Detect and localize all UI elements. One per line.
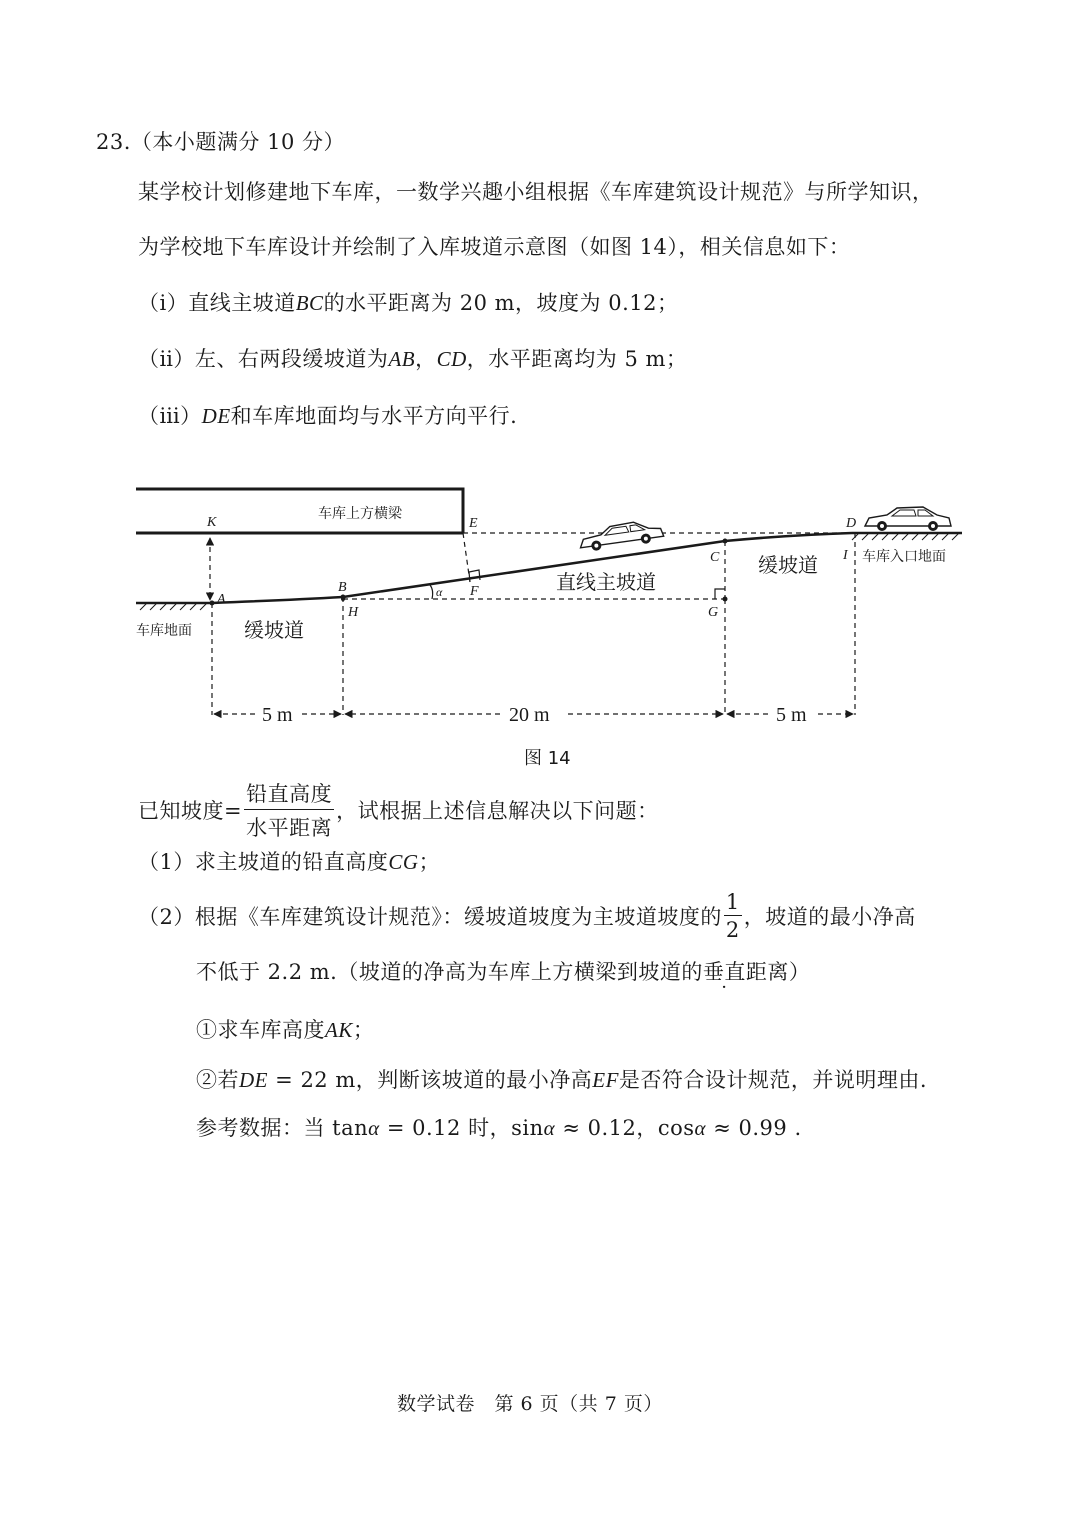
q2-sub2-var2: EF [592,1068,619,1092]
ref-alpha-2: α [543,1116,556,1140]
angle-alpha-arc [430,585,433,599]
info-i-pre: （ⅰ）直线主坡道 [138,291,296,315]
point-f: F [470,584,479,599]
garage-floor-label: 车库地面 [136,623,192,639]
beam-label: 车库上方横梁 [318,506,402,522]
info-ii-pre: （ⅱ）左、右两段缓坡道为 [138,347,389,371]
question-header [96,126,345,156]
given-post: ，试根据上述信息解决以下问题： [336,799,659,823]
info-iii [138,400,517,430]
half-numerator: 1 [725,890,740,914]
car-icon-entrance [865,507,951,531]
slope-fraction [244,778,334,842]
point-k: K [207,515,217,530]
info-iii-post: 和车库地面均与水平方向平行. [230,404,518,428]
reference-data [196,1112,802,1142]
q1-pre: （1）求主坡道的铅直高度 [138,850,389,874]
info-ii-post: ，水平距离均为 5 m； [466,347,688,371]
slope-denominator: 水平距离 [246,816,333,840]
info-i-var: BC [295,291,324,315]
slow-ramp-left-label: 缓坡道 [244,618,304,642]
info-ii-var2: CD [436,347,467,371]
car-icon-ramp [578,518,664,552]
q2-sub2-mid: = 22 m，判断该坡道的最小净高 [268,1068,593,1092]
point-e: E [469,516,478,531]
q2-sub2-post: 是否符合设计规范，并说明理由. [618,1068,928,1092]
dim-left-label: 5 m [262,704,293,726]
q2-sub1-var: AK [325,1018,353,1042]
question-number: 23. [96,130,131,154]
q1 [138,846,440,876]
ref-v3: ≈ 0.99 . [706,1116,802,1140]
beam-outline [136,489,463,533]
q2-sub2 [196,1064,927,1094]
info-i [138,287,678,317]
given-line [138,778,659,842]
point-a: A [217,592,226,607]
point-g: G [708,605,719,620]
q2-line2-pre: 不低于 2.2 m.（坡道的净高为车库上方横梁到坡道的 [196,960,703,984]
q2-sub1-post: ； [352,1018,375,1042]
ref-v1: = 0.12 时，sin [379,1116,544,1140]
point-h: H [348,605,359,620]
intro-line-2: 为学校地下车库设计并绘制了入库坡道示意图（如图 14），相关信息如下： [138,235,851,259]
q2-pre: （2）根据《车库建筑设计规范》：缓坡道坡度为主坡道坡度的 [138,905,722,929]
info-iii-var: DE [201,404,231,428]
page-footer: 数学试卷 第 6 页（共 7 页） [397,1393,663,1415]
ramp-diagram [0,470,1080,780]
q2-sub1 [196,1014,374,1044]
slow-ramp-right-label: 缓坡道 [758,553,818,577]
point-b: B [338,580,347,595]
q2-line2-emphasis: 垂直 [702,960,746,984]
info-ii-var1: AB [388,347,416,371]
ref-alpha-3: α [694,1116,707,1140]
info-ii [138,343,687,373]
angle-alpha: α [436,585,443,599]
half-fraction [724,890,742,942]
ref-v2: ≈ 0.12，cos [555,1116,695,1140]
q2-line1 [138,890,916,942]
slope-numerator: 铅直高度 [244,778,334,810]
score-note: （本小题满分 10 分） [130,130,345,154]
dim-right-label: 5 m [776,704,807,726]
ref-alpha-1: α [368,1116,380,1140]
q2-post: ，坡道的最小净高 [743,905,916,929]
info-iii-pre: （ⅲ） [138,404,202,428]
q2-line2 [196,956,810,986]
ref-pre: 参考数据：当 tan [196,1116,369,1140]
point-c: C [710,550,720,565]
given-pre: 已知坡度= [138,799,243,823]
q1-var: CG [388,850,419,874]
point-i: I [843,548,848,563]
point-d: D [846,516,857,531]
intro-line-1: 某学校计划修建地下车库，一数学兴趣小组根据《车库建筑设计规范》与所学知识， [138,180,934,204]
half-denominator: 2 [725,918,740,942]
info-i-post: 的水平距离为 20 m，坡度为 0.12； [323,291,679,315]
q2-sub1-pre: ①求车库高度 [196,1018,325,1042]
ramp-cd [725,533,852,541]
q2-sub2-pre: ②若 [196,1068,239,1092]
main-ramp-label: 直线主坡道 [556,570,656,594]
q2-line2-post: 距离） [745,960,811,984]
entrance-ground-label: 车库入口地面 [862,549,946,565]
dim-mid-label: 20 m [509,704,550,726]
info-ii-mid: ， [415,347,437,371]
figure-caption: 图 14 [524,748,571,769]
q1-post: ； [418,850,441,874]
ramp-bc [343,541,725,597]
ramp-ab [212,597,343,603]
q2-sub2-var1: DE [239,1068,268,1092]
